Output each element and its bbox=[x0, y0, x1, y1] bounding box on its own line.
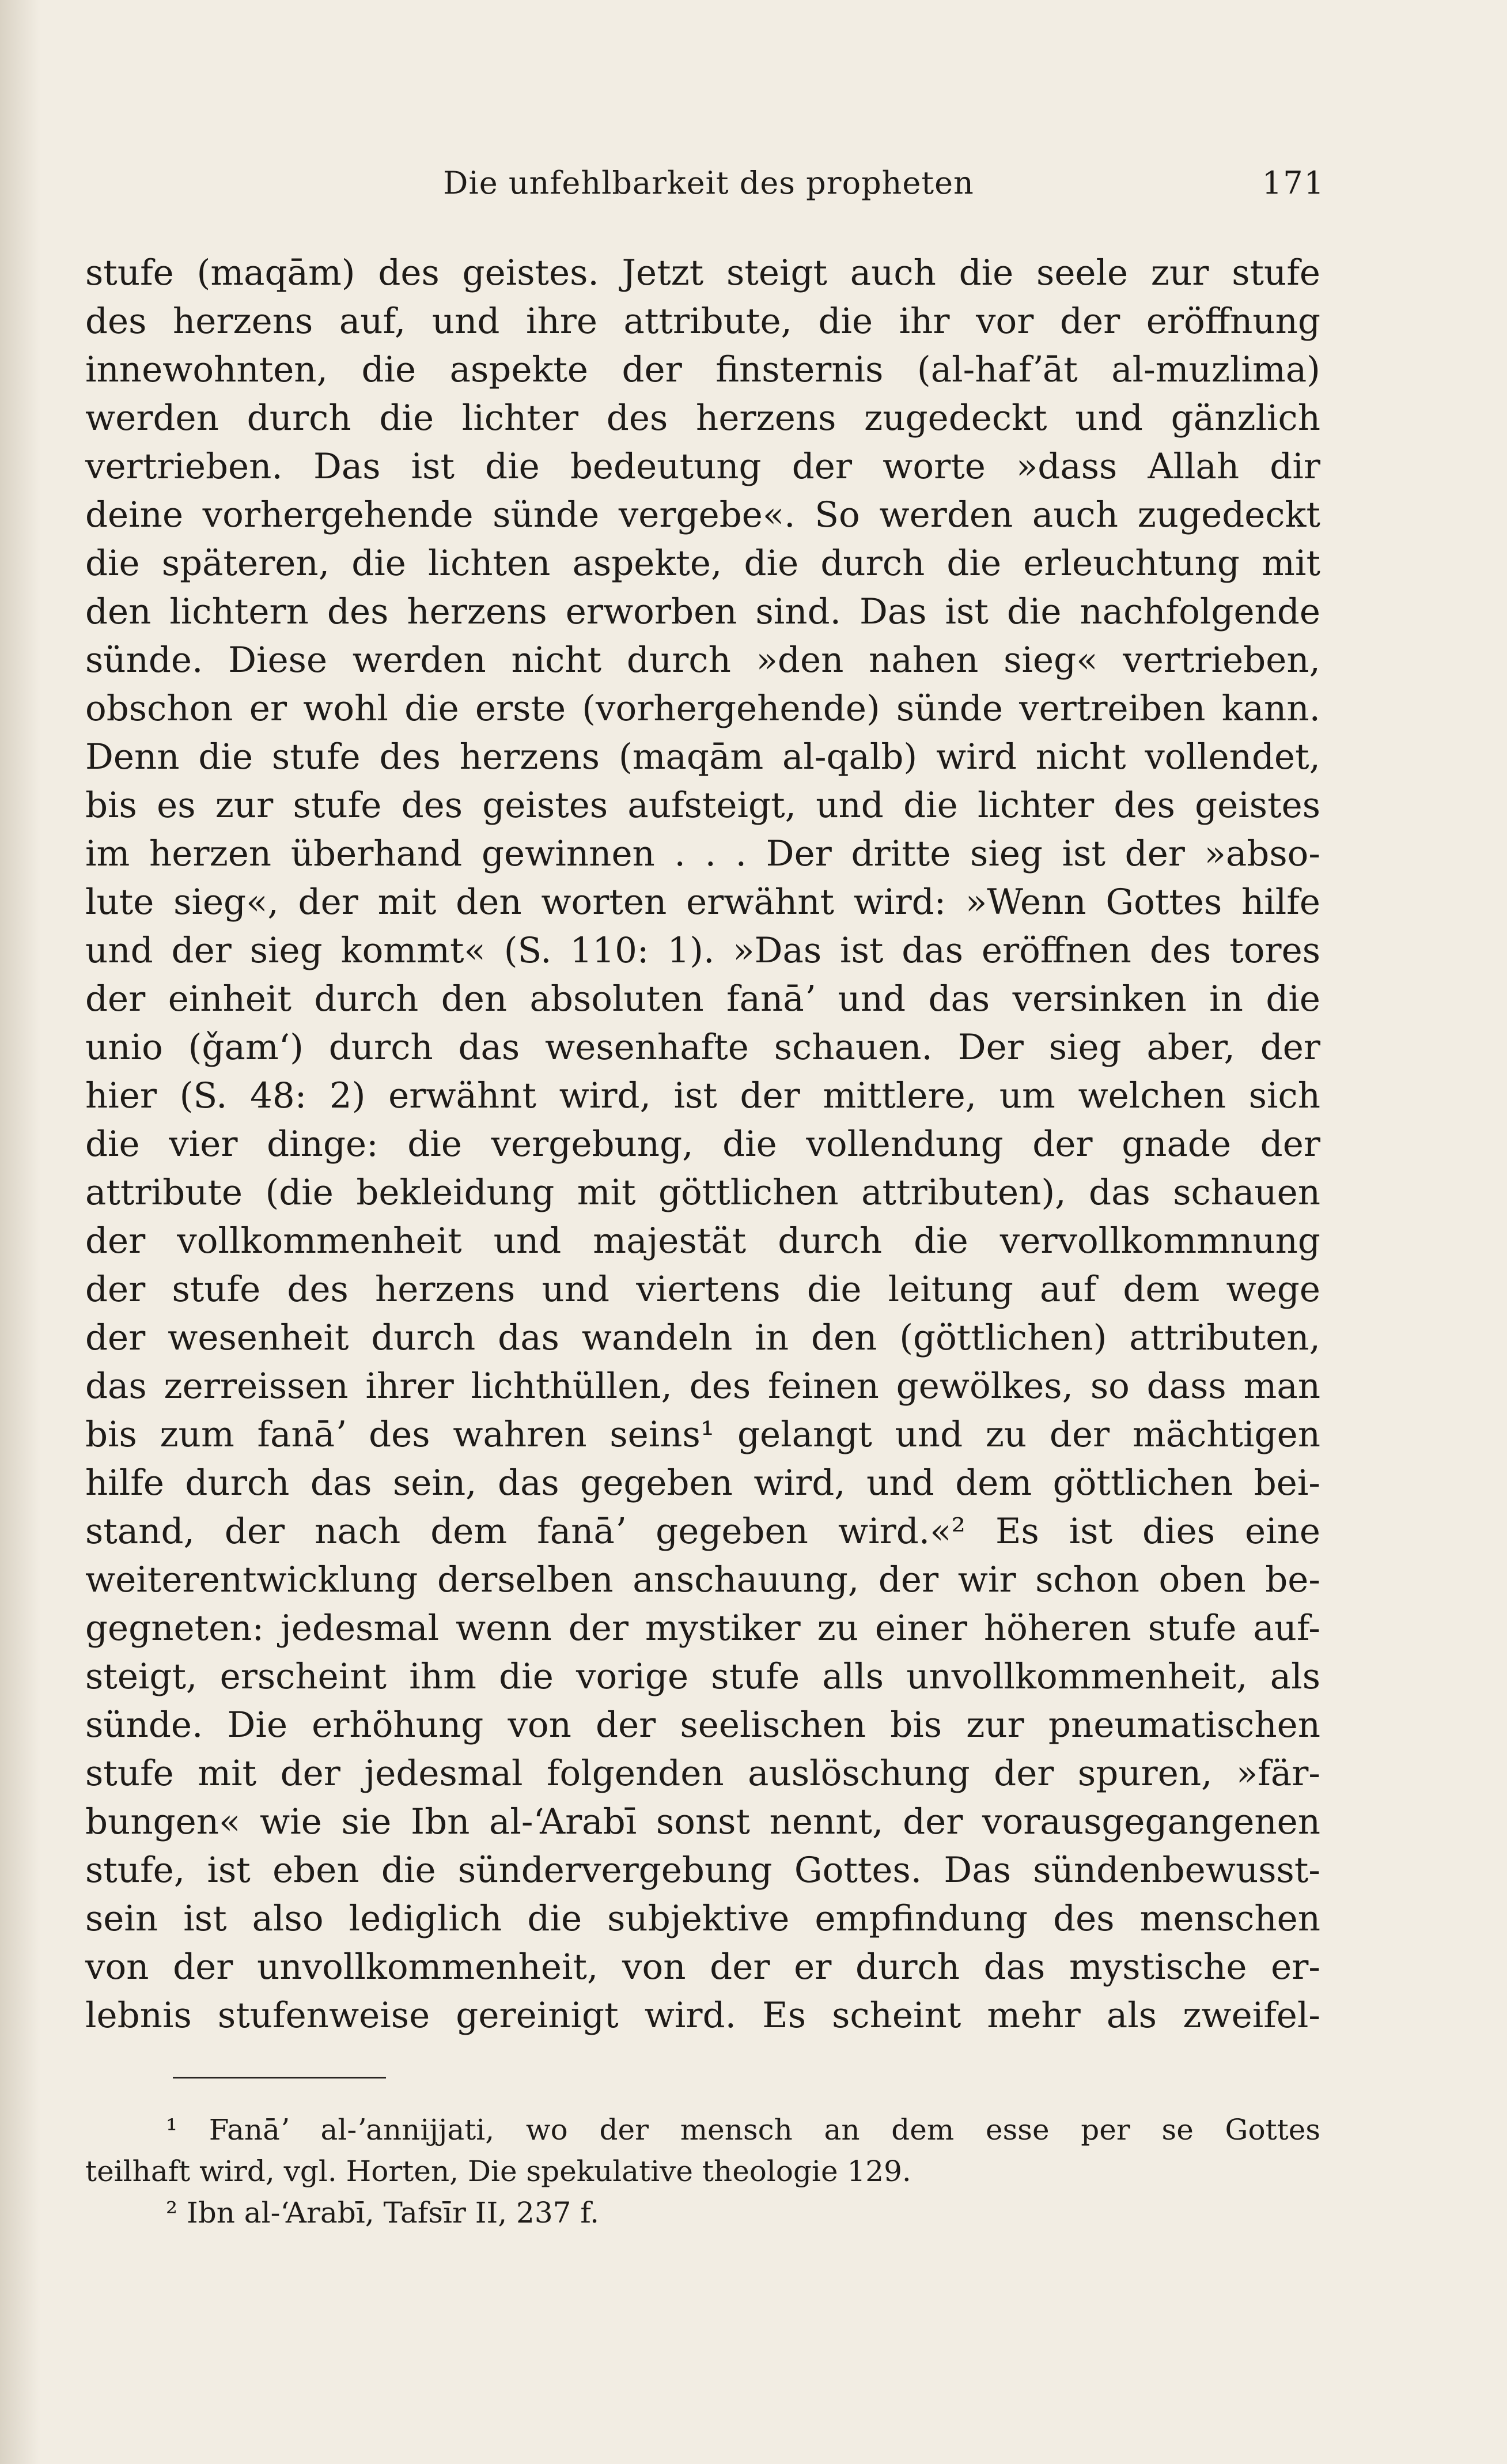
text-line: der stufe des herzens und viertens die leitung auf dem wege bbox=[85, 1269, 1320, 1310]
text-line: bis zum fanāʼ des wahren seins¹ gelangt und zu der mächtigen bbox=[85, 1414, 1320, 1455]
text-line: des herzens auf, und ihre attribute, die ihr vor der eröffnung bbox=[85, 301, 1320, 342]
footnotes bbox=[85, 2109, 1320, 2234]
text-line: die späteren, die lichten aspekte, die durch die erleuchtung mit bbox=[85, 543, 1320, 584]
text-line: Denn die stufe des herzens (maqām al-qalb) wird nicht vollendet, bbox=[85, 736, 1320, 777]
text-line: vertrieben. Das ist die bedeutung der worte »dass Allah dir bbox=[85, 446, 1320, 487]
page-number: 171 bbox=[1262, 165, 1325, 201]
text-line: deine vorhergehende sünde vergebe«. So werden auch zugedeckt bbox=[85, 494, 1320, 535]
text-line: hilfe durch das sein, das gegeben wird, und dem göttlichen bei- bbox=[85, 1462, 1320, 1503]
text-line: die vier dinge: die vergebung, die vollendung der gnade der bbox=[85, 1124, 1320, 1165]
text-line: das zerreissen ihrer lichthüllen, des feinen gewölkes, so dass man bbox=[85, 1366, 1320, 1407]
body-text bbox=[85, 249, 1320, 2040]
text-line: weiterentwicklung derselben anschauung, der wir schon oben be- bbox=[85, 1559, 1320, 1600]
text-line: obschon er wohl die erste (vorhergehende) sünde vertreiben kann. bbox=[85, 688, 1320, 729]
text-line: und der sieg kommt« (S. 110: 1). »Das ist das eröffnen des tores bbox=[85, 930, 1320, 971]
text-line: sünde. Die erhöhung von der seelischen bis zur pneumatischen bbox=[85, 1705, 1320, 1745]
text-line: gegneten: jedesmal wenn der mystiker zu einer höheren stufe auf- bbox=[85, 1608, 1320, 1649]
text-line: stufe, ist eben die sündervergebung Gottes. Das sündenbewusst- bbox=[85, 1850, 1320, 1891]
text-line: den lichtern des herzens erworben sind. Das ist die nachfolgende bbox=[85, 591, 1320, 632]
text-line: steigt, erscheint ihm die vorige stufe alls unvollkommenheit, als bbox=[85, 1656, 1320, 1697]
footnote-line: ² Ibn al-ʻArabī, Tafsīr II, 237 f. bbox=[166, 2196, 600, 2229]
text-line: unio (ǧamʻ) durch das wesenhafte schauen. Der sieg aber, der bbox=[85, 1027, 1320, 1068]
text-line: sein ist also lediglich die subjektive empfindung des menschen bbox=[85, 1898, 1320, 1939]
footnote-line: ¹ Fanāʼ al-ʼannijjati, wo der mensch an dem esse per se Gottes bbox=[166, 2113, 1320, 2146]
text-line: der einheit durch den absoluten fanāʼ und das versinken in die bbox=[85, 978, 1320, 1019]
text-line: von der unvollkommenheit, von der er durch das mystische er- bbox=[85, 1947, 1320, 1987]
text-line: innewohnten, die aspekte der finsternis (al-hafʼāt al-muzlima) bbox=[85, 349, 1320, 390]
text-line: der wesenheit durch das wandeln in den (göttlichen) attributen, bbox=[85, 1317, 1320, 1358]
text-line: der vollkommenheit und majestät durch die vervollkommnung bbox=[85, 1220, 1320, 1261]
text-line: stufe (maqām) des geistes. Jetzt steigt auch die seele zur stufe bbox=[85, 252, 1320, 293]
text-line: sünde. Diese werden nicht durch »den nahen sieg« vertrieben, bbox=[85, 640, 1320, 681]
text-line: stand, der nach dem fanāʼ gegeben wird.«² Es ist dies eine bbox=[85, 1511, 1320, 1552]
page-header bbox=[92, 165, 1325, 211]
text-line: bungen« wie sie Ibn al-ʻArabī sonst nennt, der vorausgegangenen bbox=[85, 1801, 1320, 1842]
text-line: stufe mit der jedesmal folgenden auslöschung der spuren, »fär- bbox=[85, 1753, 1320, 1794]
text-line: bis es zur stufe des geistes aufsteigt, und die lichter des geistes bbox=[85, 785, 1320, 826]
text-line: im herzen überhand gewinnen . . . Der dritte sieg ist der »abso- bbox=[85, 833, 1320, 874]
text-line: lute sieg«, der mit den worten erwähnt wird: »Wenn Gottes hilfe bbox=[85, 882, 1320, 923]
text-line: werden durch die lichter des herzens zugedeckt und gänzlich bbox=[85, 398, 1320, 439]
text-line: attribute (die bekleidung mit göttlichen attributen), das schauen bbox=[85, 1172, 1320, 1213]
running-title: Die unfehlbarkeit des propheten bbox=[443, 165, 974, 201]
page-edge-shadow bbox=[0, 0, 40, 2464]
text-line: lebnis stufenweise gereinigt wird. Es scheint mehr als zweifel- bbox=[85, 1995, 1320, 2036]
text-line: hier (S. 48: 2) erwähnt wird, ist der mittlere, um welchen sich bbox=[85, 1075, 1320, 1116]
footnote-divider bbox=[173, 2077, 386, 2078]
footnote-line: teilhaft wird, vgl. Horten, Die spekulative theologie 129. bbox=[85, 2155, 911, 2188]
